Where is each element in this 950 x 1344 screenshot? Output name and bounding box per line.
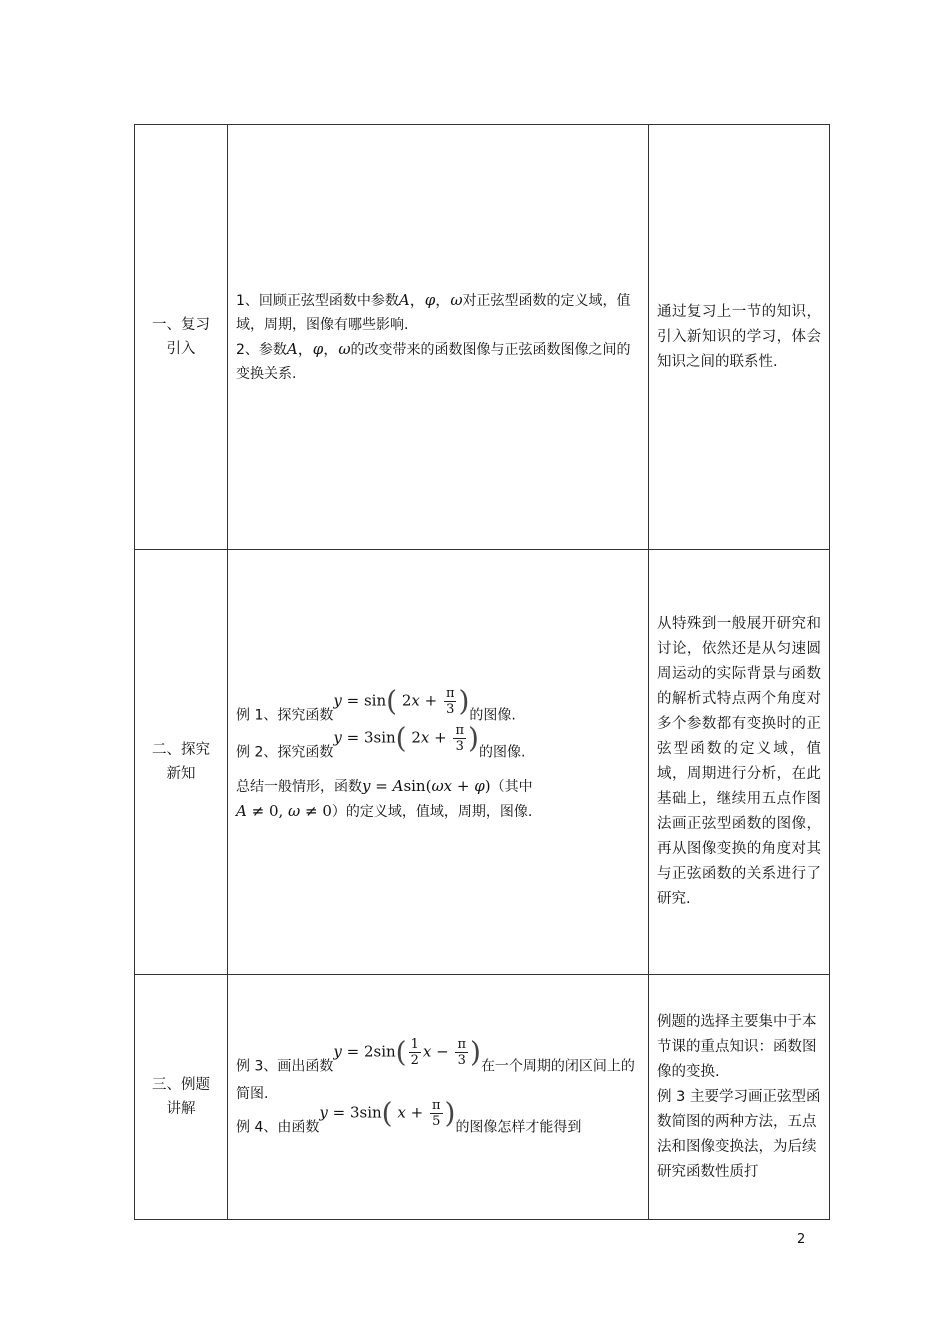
formula-1: y = sin( 2x + $\frac{\pi}{3}$ ) (333, 684, 470, 718)
formula-general: y = Asin(ωx + φ) (362, 777, 491, 795)
item-text: 1、回顾正弦型函数中参数 (236, 293, 399, 309)
example-3: 例 3、画出函数y = 2sin( $\frac{1}{2}$ x − $\frac{\pi}{3}$ )在一个周期的闭区间上的简图. (236, 1035, 635, 1102)
table-row (135, 550, 830, 975)
note-cell (649, 125, 830, 550)
item-text: 对正弦型函数的定义域，值域，周期，图像有哪些影响. (236, 293, 631, 333)
section-cell (135, 975, 228, 1220)
content-cell (228, 550, 649, 975)
section-label-line2: 讲解 (166, 1101, 196, 1117)
table-row (135, 975, 830, 1220)
general-summary: 总结一般情形，函数y = Asin(ωx + φ)（其中 A ≠ 0, ω ≠ 0）的定义域，值域，周期，图像. (236, 777, 533, 820)
note-text: 通过复习上一节的知识，引入新知识的学习，体会知识之间的联系性. (657, 303, 821, 370)
formula-4: y = 3sin( x + $\frac{\pi}{5}$ ) (319, 1096, 456, 1130)
content-cell (228, 975, 649, 1220)
item-text: 2、参数 (236, 342, 287, 358)
content-cell (228, 125, 649, 550)
section-cell (135, 125, 228, 550)
item-text: 的改变带来的函数图像与正弦函数图像之间的变换关系. (236, 342, 631, 382)
review-item-1 (236, 288, 640, 337)
example-1: 例 1、探究函数y = sin( 2x + $\frac{\pi}{3}$ )的图像. (236, 684, 516, 724)
section-label-line2: 新知 (166, 766, 196, 782)
formula-2: y = 3sin( 2x + $\frac{\pi}{3}$ ) (333, 721, 479, 755)
note-cell (649, 975, 830, 1220)
math-params: A，φ，ω (286, 340, 351, 358)
page-number: 2 (797, 1232, 806, 1247)
formula-3: y = 2sin( $\frac{1}{2}$ x − $\frac{\pi}{3}$ ) (333, 1035, 481, 1069)
note-cell (649, 550, 830, 975)
section-label-line2: 引入 (166, 341, 196, 357)
section-label-line1: 二、探究 (152, 742, 210, 758)
math-params: A，φ，ω (398, 291, 463, 309)
note-text: 从特殊到一般展开研究和讨论，依然还是从匀速圆周运动的实际背景与函数的解析式特点两个角度对多个参数都有变换时的正弦型函数的定义域，值域，周期进行分析，在此基础上，继续用五点作图法画正弦型函数的图像，再从图像变换的角度对其与正弦函数的关系进行了研究. (657, 616, 821, 907)
table-row (135, 125, 830, 550)
review-item-2 (236, 337, 640, 386)
section-label-line1: 一、复习 (152, 317, 210, 333)
lesson-plan-table (134, 124, 830, 1220)
section-label-line1: 三、例题 (152, 1077, 210, 1093)
example-2: 例 2、探究函数y = 3sin( 2x + $\frac{\pi}{3}$ )的图像. (236, 721, 526, 761)
note-text: 例题的选择主要集中于本节课的重点知识：函数图像的变换. 例 3 主要学习画正弦型函数简图的两种方法，五点法和图像变换法，为后续研究函数性质打 (657, 1013, 821, 1180)
formula-condition: A ≠ 0, ω ≠ 0 (236, 802, 332, 820)
example-4: 例 4、由函数y = 3sin( x + $\frac{\pi}{5}$ )的图像怎样才能得到 (236, 1096, 582, 1136)
section-cell (135, 550, 228, 975)
